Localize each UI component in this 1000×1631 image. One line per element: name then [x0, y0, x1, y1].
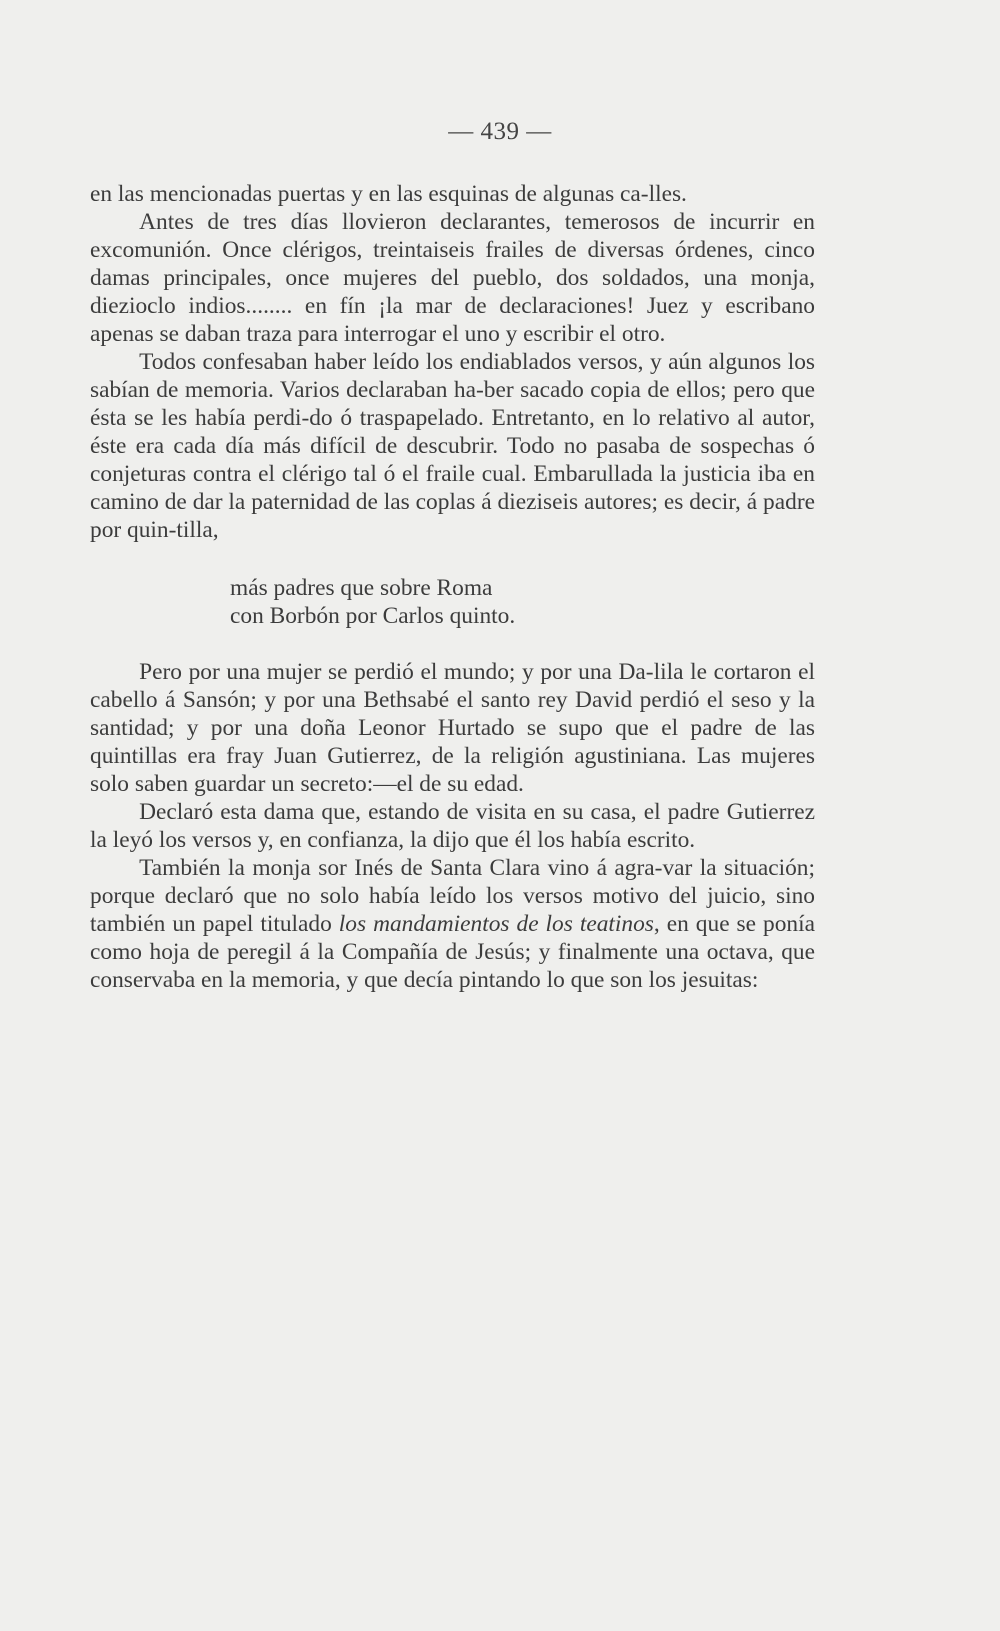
paragraph-6-start: También la monja sor Inés de Santa Clara vino á agra-var la situación; porque declaró que no solo había leído los versos motivo del juicio, sino también un papel titulado	[90, 855, 815, 937]
body-text	[90, 180, 815, 994]
paragraph-3: Todos confesaban haber leído los endiablados versos, y aún algunos los sabían de memoria. Varios declaraban ha-ber sacado copia de ellos; pero que ésta se les había perdi-do ó traspapelado. Entretanto, en lo relativo al autor, éste era cada día más difícil de descubrir. Todo no pasaba de sospechas ó conjeturas contra el clérigo tal ó el fraile cual. Embarullada la justicia iba en camino de dar la paternidad de las coplas á dieziseis autores; es decir, á padre por quin-tilla,	[90, 349, 815, 543]
paragraph-4: Pero por una mujer se perdió el mundo; y por una Da-lila le cortaron el cabello á Sansón; y por una Bethsabé el santo rey David perdió el seso y la santidad; y por una doña Leonor Hurtado se supo que el padre de las quintillas era fray Juan Gutierrez, de la religión agustiniana. Las mujeres solo saben guardar un secreto:—el de su edad.	[90, 659, 815, 797]
paragraph-2: Antes de tres días llovieron declarantes, temerosos de incurrir en excomunión. Once clérigos, treintaiseis frailes de diversas órdenes, cinco damas principales, once mujeres del pueblo, dos soldados, una monja, diezioclo indios........ en fín ¡la mar de declaraciones! Juez y escribano apenas se daban traza para interrogar el uno y escribir el otro.	[90, 209, 815, 347]
verse-line-1: más padres que sobre Roma	[230, 575, 493, 601]
paragraph-5: Declaró esta dama que, estando de visita en su casa, el padre Gutierrez la leyó los versos y, en confianza, la dijo que él los había escrito.	[90, 799, 815, 853]
paragraph-6	[90, 854, 815, 994]
italic-title: los mandamientos de los teatinos	[338, 911, 654, 937]
paragraph-1: en las mencionadas puertas y en las esquinas de algunas ca-lles.	[90, 181, 687, 207]
verse-quote	[90, 574, 815, 630]
page-number: — 439 —	[448, 118, 552, 145]
paragraph-6-end: , en que se ponía como hoja de peregil á la Compañía de Jesús; y finalmente una octava, que conservaba en la memoria, y que decía pintando lo que son los jesuitas:	[90, 911, 815, 993]
verse-line-2: con Borbón por Carlos quinto.	[230, 603, 516, 629]
